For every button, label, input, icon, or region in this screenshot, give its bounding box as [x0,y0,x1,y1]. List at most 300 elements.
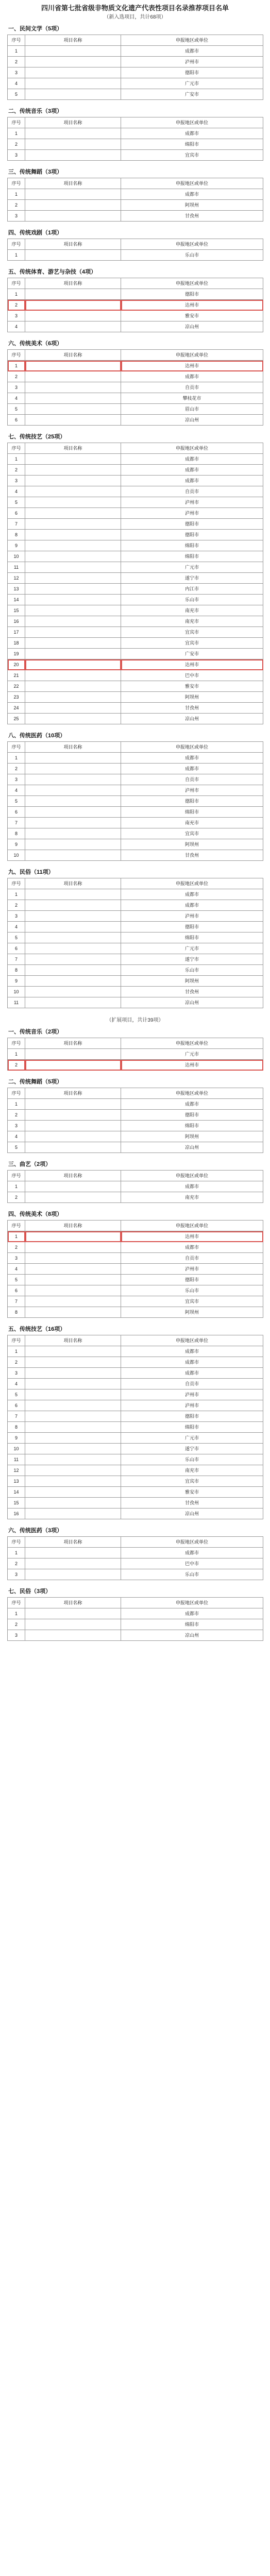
table-row [8,465,263,476]
table-row [8,393,263,404]
cell-no: 4 [8,1264,25,1275]
cell-name [25,497,121,508]
cell-name [25,850,121,861]
section-spacer [7,261,263,265]
table-row [8,997,263,1008]
project-table [7,878,263,1008]
cell-no: 5 [8,404,25,415]
cell-unit: 甘孜州 [121,1498,263,1509]
cell-no: 3 [8,476,25,486]
cell-unit: 广元市 [121,1433,263,1444]
cell-no: 22 [8,681,25,692]
table-row [8,1346,263,1357]
cell-no: 5 [8,796,25,807]
table-header-row [8,1171,263,1181]
cell-no: 1 [8,454,25,465]
header-no: 序号 [8,35,25,46]
cell-name [25,1110,121,1121]
table-row [8,965,263,976]
cell-name [25,965,121,976]
cell-name [25,997,121,1008]
cell-name [25,1368,121,1379]
table-row [8,922,263,933]
header-unit: 申报地区或单位 [121,1598,263,1608]
cell-no: 8 [8,828,25,839]
table-row [8,573,263,584]
cell-no: 3 [8,211,25,222]
cell-unit: 成都市 [121,764,263,774]
cell-no: 6 [8,1285,25,1296]
cell-name [25,1049,121,1060]
section-spacer [7,161,263,165]
cell-no: 10 [8,987,25,997]
cell-unit: 南充市 [121,616,263,627]
cell-no: 3 [8,774,25,785]
cell-unit: 乐山市 [121,1454,263,1465]
project-table [7,1038,263,1071]
cell-unit: 甘孜州 [121,703,263,714]
cell-name [25,1608,121,1619]
section-spacer [7,222,263,226]
cell-unit: 绵阳市 [121,1121,263,1131]
cell-no: 6 [8,508,25,519]
table-row [8,404,263,415]
cell-unit: 内江市 [121,584,263,595]
project-table [7,1088,263,1153]
cell-no: 3 [8,1121,25,1131]
cell-unit: 广元市 [121,562,263,573]
cell-no: 5 [8,1142,25,1153]
cell-unit: 成都市 [121,889,263,900]
section-heading: 七、传统技艺（25项） [8,434,66,440]
cell-unit: 巴中市 [121,670,263,681]
table-row [8,371,263,382]
cell-name [25,519,121,530]
cell-name [25,551,121,562]
section-heading: 五、传统技艺（16项） [8,1326,66,1332]
cell-no: 19 [8,649,25,659]
cell-name [25,753,121,764]
cell-no: 8 [8,1307,25,1318]
section-spacer [7,332,263,336]
cell-unit: 阿坝州 [121,1131,263,1142]
section-spacer [7,1203,263,1207]
section-spacer [7,1318,263,1322]
table-header-row [8,1598,263,1608]
cell-unit: 阿坝州 [121,200,263,211]
cell-no: 4 [8,486,25,497]
header-name: 项目名称 [25,117,121,128]
cell-name [25,987,121,997]
table-row [8,454,263,465]
cell-name [25,1379,121,1389]
table-row [8,703,263,714]
cell-no: 3 [8,150,25,161]
table-header-row [8,1088,263,1099]
cell-no: 2 [8,1192,25,1203]
table-row [8,1619,263,1630]
table-row [8,250,263,261]
table-row [8,1411,263,1422]
table-row [8,211,263,222]
cell-unit: 成都市 [121,1242,263,1253]
cell-unit: 达州市 [121,1060,263,1071]
project-table [7,1335,263,1519]
table-row [8,321,263,332]
cell-unit: 绵阳市 [121,139,263,150]
cell-name [25,1296,121,1307]
table-row [8,1357,263,1368]
table-row [8,1558,263,1569]
cell-unit: 成都市 [121,1368,263,1379]
cell-name [25,150,121,161]
cell-no: 10 [8,1444,25,1454]
cell-no: 14 [8,1487,25,1498]
table-row [8,311,263,321]
table-row [8,911,263,922]
cell-name [25,807,121,818]
cell-no: 9 [8,540,25,551]
section-spacer [7,1153,263,1157]
cell-no: 24 [8,703,25,714]
section-heading: 九、民俗（11项） [8,869,54,875]
section-spacer [7,100,263,104]
cell-name [25,1422,121,1433]
cell-name [25,1264,121,1275]
cell-no: 3 [8,382,25,393]
cell-no: 10 [8,551,25,562]
cell-name [25,1131,121,1142]
header-name: 项目名称 [25,1221,121,1231]
table-row [8,476,263,486]
cell-no: 1 [8,250,25,261]
cell-no: 3 [8,911,25,922]
header-unit: 申报地区或单位 [121,178,263,189]
table-row [8,1476,263,1487]
header-name: 项目名称 [25,742,121,753]
header-name: 项目名称 [25,878,121,889]
table-row [8,818,263,828]
header-name: 项目名称 [25,1171,121,1181]
table-row [8,78,263,89]
cell-name [25,1060,121,1071]
cell-no: 5 [8,89,25,100]
cell-name [25,57,121,67]
table-row [8,828,263,839]
cell-name [25,1192,121,1203]
cell-no: 8 [8,530,25,540]
cell-no: 21 [8,670,25,681]
cell-no: 3 [8,1368,25,1379]
cell-name [25,681,121,692]
cell-no: 6 [8,1400,25,1411]
cell-name [25,1307,121,1318]
project-table [7,1170,263,1203]
cell-unit: 乐山市 [121,1285,263,1296]
cell-no: 5 [8,1389,25,1400]
cell-name [25,922,121,933]
cell-name [25,764,121,774]
cell-unit: 德阳市 [121,1411,263,1422]
cell-unit: 成都市 [121,1346,263,1357]
header-unit: 申报地区或单位 [121,443,263,454]
project-table [7,443,263,724]
cell-no: 13 [8,1476,25,1487]
cell-no: 7 [8,954,25,965]
table-row [8,200,263,211]
cell-no: 2 [8,139,25,150]
section-heading: 一、传统音乐（2项） [8,1029,63,1035]
cell-unit: 广元市 [121,943,263,954]
table-row [8,139,263,150]
subtitle-extended-projects: （扩展项目，共计39项） [106,1018,164,1023]
table-row [8,1110,263,1121]
cell-unit: 雅安市 [121,681,263,692]
table-header-row [8,1221,263,1231]
table-row [8,1121,263,1131]
cell-no: 5 [8,1275,25,1285]
cell-name [25,530,121,540]
cell-name [25,1454,121,1465]
cell-unit: 绵阳市 [121,551,263,562]
cell-name [25,1346,121,1357]
cell-name [25,1142,121,1153]
table-row [8,933,263,943]
header-no: 序号 [8,1537,25,1548]
cell-no: 14 [8,595,25,605]
cell-name [25,976,121,987]
table-row [8,361,263,371]
table-row [8,189,263,200]
section-heading: 七、民俗（3项） [8,1588,52,1595]
cell-unit: 泸州市 [121,508,263,519]
cell-name [25,714,121,724]
section-heading: 一、民间文学（5项） [8,26,63,32]
cell-unit: 南充市 [121,1192,263,1203]
cell-unit: 达州市 [121,1231,263,1242]
cell-name [25,616,121,627]
header-no: 序号 [8,1221,25,1231]
cell-name [25,1231,121,1242]
header-no: 序号 [8,1598,25,1608]
cell-name [25,46,121,57]
cell-unit: 成都市 [121,128,263,139]
section-heading: 二、传统舞蹈（5项） [8,1079,63,1085]
cell-no: 7 [8,1411,25,1422]
cell-no: 6 [8,943,25,954]
project-table [7,239,263,261]
cell-no: 7 [8,818,25,828]
cell-unit: 德阳市 [121,67,263,78]
cell-no: 4 [8,922,25,933]
table-row [8,714,263,724]
cell-name [25,321,121,332]
cell-no: 1 [8,1181,25,1192]
header-no: 序号 [8,178,25,189]
table-row [8,692,263,703]
cell-no: 17 [8,627,25,638]
table-row [8,1465,263,1476]
table-row [8,540,263,551]
cell-no: 4 [8,785,25,796]
cell-unit: 甘孜州 [121,850,263,861]
cell-unit: 成都市 [121,46,263,57]
cell-no: 2 [8,900,25,911]
header-no: 序号 [8,878,25,889]
cell-no: 2 [8,300,25,311]
cell-name [25,1400,121,1411]
table-row [8,1060,263,1071]
table-row [8,1548,263,1558]
cell-unit: 南充市 [121,818,263,828]
cell-name [25,670,121,681]
cell-name [25,954,121,965]
cell-name [25,393,121,404]
document-title: 四川省第七批省级非物质文化遗产代表性项目名录推荐项目名单 [41,4,229,12]
cell-name [25,486,121,497]
table-row [8,150,263,161]
section-heading: 四、传统美术（8项） [8,1211,63,1217]
table-row [8,1242,263,1253]
table-row [8,1368,263,1379]
cell-name [25,1389,121,1400]
table-row [8,1131,263,1142]
cell-no: 1 [8,46,25,57]
cell-unit: 泸州市 [121,57,263,67]
header-no: 序号 [8,742,25,753]
cell-unit: 泸州市 [121,497,263,508]
cell-unit: 阿坝州 [121,839,263,850]
cell-name [25,1476,121,1487]
cell-unit: 遂宁市 [121,954,263,965]
header-name: 项目名称 [25,239,121,250]
cell-name [25,1465,121,1476]
section-heading: 三、曲艺（2项） [8,1161,52,1167]
header-unit: 申报地区或单位 [121,1537,263,1548]
header-unit: 申报地区或单位 [121,117,263,128]
cell-unit: 阿坝州 [121,976,263,987]
table-row [8,382,263,393]
cell-no: 2 [8,764,25,774]
table-row [8,987,263,997]
header-no: 序号 [8,350,25,361]
cell-no: 1 [8,128,25,139]
cell-unit: 乐山市 [121,1569,263,1580]
cell-name [25,943,121,954]
cell-unit: 阿坝州 [121,692,263,703]
header-name: 项目名称 [25,1088,121,1099]
section-spacer [7,1641,263,1645]
cell-unit: 成都市 [121,753,263,764]
cell-no: 3 [8,1630,25,1641]
table-row [8,530,263,540]
cell-unit: 德阳市 [121,922,263,933]
cell-unit: 宜宾市 [121,627,263,638]
table-header-row [8,742,263,753]
cell-unit: 凉山州 [121,997,263,1008]
cell-no: 1 [8,753,25,764]
cell-name [25,128,121,139]
cell-no: 12 [8,1465,25,1476]
cell-name [25,1630,121,1641]
cell-name [25,1558,121,1569]
header-name: 项目名称 [25,278,121,289]
table-row [8,1433,263,1444]
table-row [8,976,263,987]
cell-unit: 达州市 [121,659,263,670]
header-name: 项目名称 [25,178,121,189]
cell-name [25,659,121,670]
cell-no: 1 [8,289,25,300]
cell-name [25,415,121,426]
table-row [8,89,263,100]
header-name: 项目名称 [25,35,121,46]
cell-name [25,1619,121,1630]
cell-unit: 泸州市 [121,1264,263,1275]
cell-no: 3 [8,311,25,321]
section-heading: 二、传统音乐（3项） [8,108,63,114]
cell-name [25,1099,121,1110]
cell-unit: 广元市 [121,78,263,89]
cell-no: 8 [8,965,25,976]
header-unit: 申报地区或单位 [121,878,263,889]
cell-name [25,1548,121,1558]
cell-unit: 绵阳市 [121,933,263,943]
cell-unit: 绵阳市 [121,807,263,818]
cell-unit: 遂宁市 [121,1444,263,1454]
table-row [8,796,263,807]
cell-unit: 成都市 [121,1181,263,1192]
header-name: 项目名称 [25,1038,121,1049]
cell-unit: 达州市 [121,361,263,371]
cell-no: 16 [8,1509,25,1519]
cell-no: 1 [8,1346,25,1357]
cell-name [25,78,121,89]
cell-no: 2 [8,1110,25,1121]
cell-no: 3 [8,1253,25,1264]
cell-name [25,67,121,78]
table-row [8,289,263,300]
cell-no: 4 [8,321,25,332]
section-spacer [7,861,263,865]
cell-name [25,89,121,100]
cell-name [25,889,121,900]
project-table [7,178,263,222]
table-row [8,519,263,530]
table-row [8,605,263,616]
cell-no: 13 [8,584,25,595]
table-row [8,785,263,796]
cell-name [25,1357,121,1368]
header-unit: 申报地区或单位 [121,1088,263,1099]
cell-name [25,139,121,150]
table-row [8,774,263,785]
table-row [8,1285,263,1296]
cell-name [25,796,121,807]
cell-name [25,900,121,911]
cell-name [25,371,121,382]
cell-unit: 达州市 [121,300,263,311]
table-row [8,1498,263,1509]
header-no: 序号 [8,278,25,289]
cell-unit: 泸州市 [121,1389,263,1400]
cell-name [25,1181,121,1192]
cell-no: 6 [8,415,25,426]
cell-no: 11 [8,1454,25,1465]
table-row [8,300,263,311]
header-unit: 申报地区或单位 [121,1335,263,1346]
cell-no: 1 [8,889,25,900]
